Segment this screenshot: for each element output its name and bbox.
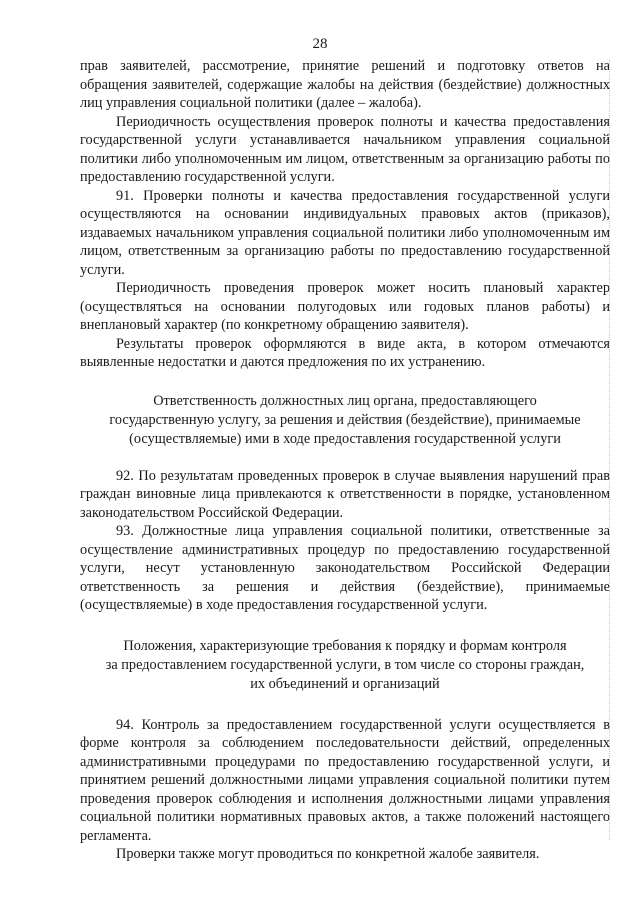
section-heading-responsibility [80, 392, 610, 449]
heading-line: их объединений и организаций [250, 675, 440, 692]
section-heading-control [80, 637, 610, 694]
paragraph-inspection-periodicity-order: Периодичность осуществления проверок полноты и качества предоставления государственной услуги устанавливается начальником управления социальной политики либо уполномоченным им лицом, ответственным за организацию работы по предоставлению государственной услуги. [80, 113, 610, 185]
document-body [80, 57, 610, 864]
heading-line: Положения, характеризующие требования к порядку и формам контроля [123, 637, 567, 654]
paragraph-91: 91. Проверки полноты и качества предоставления государственной услуги осуществляются на основании индивидуальных правовых актов (приказов), издаваемых начальником управления социальной политики либо уполномоченным им лицом, ответственным за организацию работы по предоставлению государственной услуги. [80, 187, 610, 278]
scan-edge-line [608, 60, 610, 840]
paragraph-inspection-results: Результаты проверок оформляются в виде акта, в котором отмечаются выявленные недостатки и даются предложения по их устранению. [80, 335, 610, 370]
paragraph-92: 92. По результатам проведенных проверок в случае выявления нарушений прав граждан виновные лица привлекаются к ответственности в порядке, установленном законодательством Российской Федерации. [80, 467, 610, 521]
paragraph-inspection-periodicity-type: Периодичность проведения проверок может носить плановый характер (осуществляться на основании полугодовых или годовых планов работы) и внеплановый характер (по конкретному обращению заявителя). [80, 280, 610, 333]
page-number: 28 [312, 36, 328, 52]
paragraph-continuation: прав заявителей, рассмотрение, принятие решений и подготовку ответов на обращения заявителей, содержащие жалобы на действия (бездействие) должностных лиц управления социальной политики (далее – жалоба). [80, 58, 610, 111]
heading-line: за предоставлением государственной услуги, в том числе со стороны граждан, [105, 656, 585, 673]
heading-line: государственную услугу, за решения и действия (бездействие), принимаемые [109, 411, 581, 428]
heading-line: Ответственность должностных лиц органа, предоставляющего [153, 392, 537, 409]
heading-line: (осуществляемые) ими в ходе предоставления государственной услуги [129, 430, 561, 447]
paragraph-93: 93. Должностные лица управления социальной политики, ответственные за осуществление административных процедур по предоставлению государственной услуги, несут установленную законодательством Российской Федерации ответственность за решения и действия (бездействие), принимаемые (осуществляемые) в ходе предоставления государственной услуги. [80, 523, 610, 613]
paragraph-94: 94. Контроль за предоставлением государственной услуги осуществляется в форме контроля за соблюдением последовательности действий, определенных административными процедурами по предоставлению государственной услуги, и принятием решений должностными лицами управления социальной политики путем проведения проверок соблюдения и исполнения должностными лицами управления социальной политики нормативных правовых актов, а также положений настоящего регламента. [80, 716, 610, 844]
paragraph-complaint-inspection: Проверки также могут проводиться по конкретной жалобе заявителя. [116, 846, 540, 862]
